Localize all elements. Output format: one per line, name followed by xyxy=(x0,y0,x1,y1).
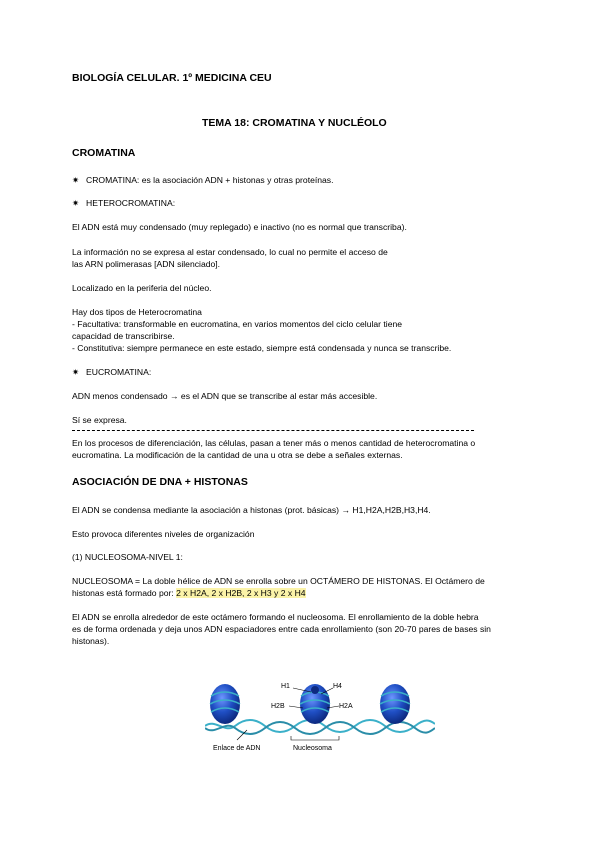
wrapping-line-1: El ADN se enrolla alrededor de este octámero formando el nucleosoma. El enrollamiento de la doble hebra xyxy=(72,612,479,622)
heterocromatina-heading-text: HETEROCROMATINA: xyxy=(86,198,176,208)
course-title: BIOLOGÍA CELULAR. 1º MEDICINA CEU xyxy=(72,72,272,84)
nucleosome-left xyxy=(210,684,240,724)
eu-paragraph-1: ADN menos condensado → es el ADN que se transcribe al estar más accesible. xyxy=(72,391,378,401)
wrapping-line-3: histonas). xyxy=(72,636,110,646)
constitutiva-line: - Constitutiva: siempre permanece en este estado, siempre está condensada y nunca se transcribe. xyxy=(72,343,452,353)
eucromatina-heading-text: EUCROMATINA: xyxy=(86,367,152,377)
section-heading-asociacion: ASOCIACIÓN DE DNA + HISTONAS xyxy=(72,476,248,488)
nucleosome-diagram xyxy=(205,670,435,760)
hetero-paragraph-2-line-1: La información no se expresa al estar condensado, lo cual no permite el acceso de xyxy=(72,247,388,257)
hetero-paragraph-2-line-2: las ARN polimerasas [ADN silenciado]. xyxy=(72,259,221,269)
label-h2b: H2B xyxy=(271,703,285,710)
eu-paragraph-2: Sí se expresa. xyxy=(72,415,127,425)
bullet-star-icon: ✷ xyxy=(72,175,80,185)
topic-title: TEMA 18: CROMATINA Y NUCLÉOLO xyxy=(202,117,387,129)
facultativa-line-1: - Facultativa: transformable en eucromatina, en varios momentos del ciclo celular tiene xyxy=(72,319,403,329)
nucleosome-center xyxy=(300,684,330,724)
eucromatina-heading xyxy=(72,367,151,378)
nucleosome-definition-line-2 xyxy=(72,588,306,599)
differentiation-line-1: En los procesos de diferenciación, las células, pasan a tener más o menos cantidad de heterocromatina o xyxy=(72,438,476,448)
octamer-composition-label: histonas está formado por: xyxy=(72,588,177,598)
differentiation-line-2: eucromatina. La modificación de la cantidad de una u otra se debe a señales externas. xyxy=(72,450,403,460)
label-h2a: H2A xyxy=(339,703,353,710)
label-h4: H4 xyxy=(333,683,342,690)
nucleosome-level-heading: (1) NUCLEOSOMA-NIVEL 1: xyxy=(72,552,183,562)
dashed-divider xyxy=(72,430,474,431)
bullet-star-icon: ✷ xyxy=(72,367,80,377)
label-h1: H1 xyxy=(281,683,290,690)
heterocromatina-heading xyxy=(72,198,175,209)
nucleosome-right xyxy=(380,684,410,724)
wrapping-line-2: es de forma ordenada y deja unos ADN espaciadores entre cada enrollamiento (son 20-70 pares de bases sin xyxy=(72,624,491,634)
cromatina-definition-text: CROMATINA: es la asociación ADN + histonas y otras proteínas. xyxy=(86,175,334,185)
histones-paragraph: El ADN se condensa mediante la asociación a histonas (prot. básicas) → H1,H2A,H2B,H3,H4. xyxy=(72,505,431,515)
facultativa-line-2: capacidad de transcribirse. xyxy=(72,331,175,341)
nucleosome-definition-line-1: NUCLEOSOMA = La doble hélice de ADN se enrolla sobre un OCTÁMERO DE HISTONAS. El Octámero de xyxy=(72,576,485,586)
label-linker-dna: Enlace de ADN xyxy=(213,745,261,752)
organization-levels-paragraph: Esto provoca diferentes niveles de organización xyxy=(72,529,255,539)
cromatina-definition xyxy=(72,175,334,186)
hetero-types-intro: Hay dos tipos de Heterocromatina xyxy=(72,307,202,317)
section-heading-cromatina: CROMATINA xyxy=(72,147,136,159)
hetero-paragraph-3: Localizado en la periferia del núcleo. xyxy=(72,283,212,293)
bullet-star-icon: ✷ xyxy=(72,198,80,208)
octamer-composition-highlight: 2 x H2A, 2 x H2B, 2 x H3 y 2 x H4 xyxy=(176,588,306,598)
hetero-paragraph-1: El ADN está muy condensado (muy replegado) e inactivo (no es normal que transcriba). xyxy=(72,222,407,232)
label-nucleosome: Nucleosoma xyxy=(293,745,332,752)
